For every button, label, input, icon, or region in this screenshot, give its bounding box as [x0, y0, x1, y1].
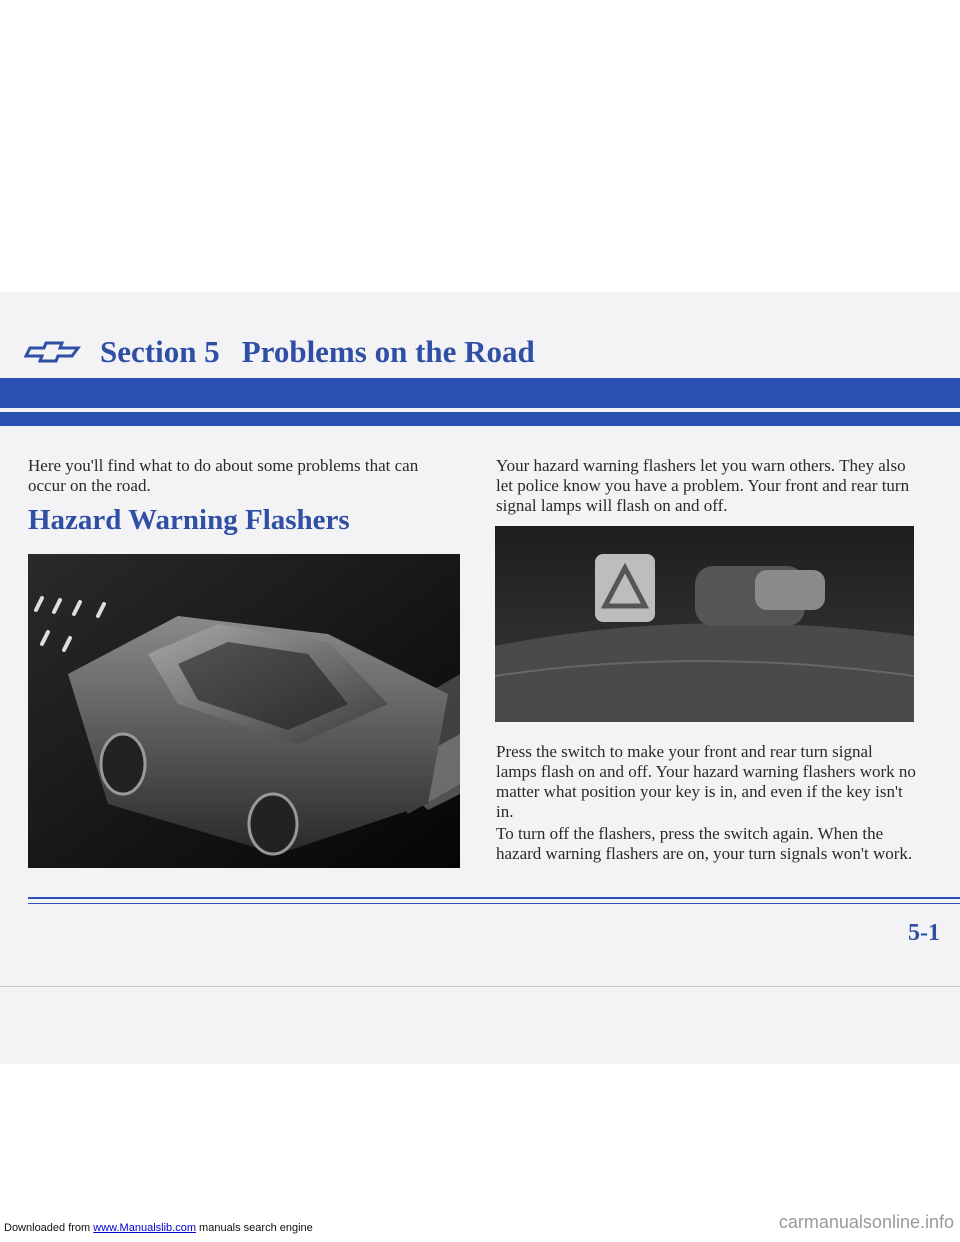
manualslib-link[interactable]: www.Manualslib.com [93, 1222, 196, 1234]
page-bottom-divider [0, 986, 960, 987]
car-with-flashing-lights-illustration [28, 554, 460, 868]
download-bar [4, 1222, 313, 1234]
press-switch-paragraph: Press the switch to make your front and rear turn signal lamps flash on and off. Your hazard warning flashers work no matter what position your key is in, and even if the key isn't in. [496, 742, 916, 821]
intro-paragraph: Here you'll find what to do about some problems that can occur on the road. [28, 456, 419, 495]
hazard-heading: Hazard Warning Flashers [28, 504, 350, 536]
footer-rule-thin [28, 903, 960, 904]
section-title: Problems on the Road [241, 334, 535, 369]
header-band [0, 378, 960, 408]
download-prefix: Downloaded from [4, 1222, 91, 1234]
section-title-row [24, 332, 535, 372]
footer-rule [28, 897, 960, 899]
download-suffix: manuals search engine [199, 1222, 313, 1234]
turn-off-paragraph: To turn off the flashers, press the switch again. When the hazard warning flashers are on, your turn signals won't work. [496, 824, 913, 863]
hazard-switch-photo [495, 526, 914, 722]
header-band-thin [0, 412, 960, 426]
watermark: carmanualsonline.info [778, 1212, 954, 1232]
hazard-description-paragraph: Your hazard warning flashers let you warn others. They also let police know you have a problem. Your front and rear turn signal lamps will flash on and off. [496, 456, 910, 515]
page-number: 5-1 [908, 920, 940, 946]
section-label: Section 5 [100, 334, 220, 369]
chevrolet-bowtie-icon [24, 341, 84, 363]
